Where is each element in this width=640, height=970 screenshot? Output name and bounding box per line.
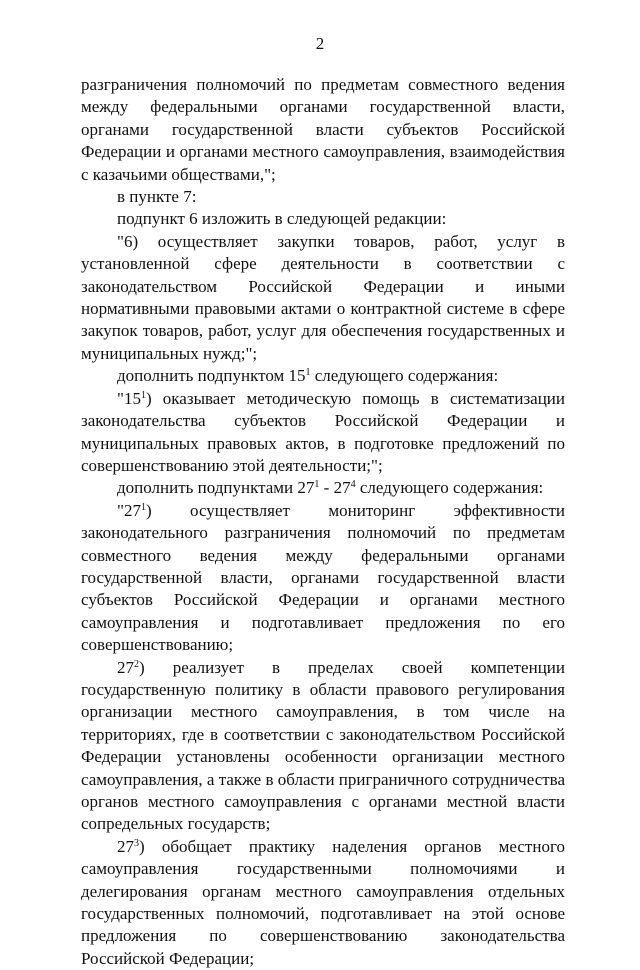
text-fragment: следующего содержания:	[355, 478, 544, 498]
text-fragment: 27	[117, 657, 134, 677]
superscript: 2	[134, 658, 139, 670]
paragraph-subitem-27-1-text	[81, 500, 565, 657]
superscript: 1	[314, 479, 320, 491]
superscript: 3	[134, 837, 139, 849]
superscript: 1	[305, 367, 311, 379]
paragraph-item-7-heading: в пункте 7:	[117, 187, 197, 207]
text-fragment: дополнить подпунктом 15	[117, 366, 306, 386]
text-fragment: ) обобщает практику наделения органов местного самоуправления государственными полномочиями и делегирования органам местного самоуправления отдельных государственных полномочий, подготавливает на этой основе предложения по совершенствованию законодательства Российской Федерации;	[81, 836, 565, 968]
text-fragment: "27	[117, 500, 141, 520]
text-fragment: дополнить подпунктами 27	[117, 478, 315, 498]
superscript: 1	[140, 501, 146, 513]
text-fragment: ) реализует в пределах своей компетенции государственную политику в области правового регулирования организации местного самоуправления, в том числе на территориях, где в соответствии с законодательством Российской Федерации установлены особенности организации местного самоуправления, а также в области приграничного сотрудничества органов местного самоуправления с органами местной власти сопредельных государств;	[81, 657, 566, 834]
page-number: 2	[315, 34, 325, 53]
paragraph-add-subitem-15-1	[81, 365, 565, 387]
text-fragment: 27	[117, 836, 134, 856]
superscript: 1	[140, 389, 146, 401]
paragraph-subitem-27-3-text	[81, 836, 565, 970]
text-fragment: "15	[117, 388, 141, 408]
text-fragment: ) оказывает методическую помощь в систематизации законодательства субъектов Российской Федерации и муниципальных правовых актов, в подготовке предложений по совершенствованию этой деятельности;";	[81, 388, 565, 475]
text-fragment: следующего содержания:	[310, 366, 499, 386]
superscript: 4	[350, 479, 356, 491]
text-fragment: ) осуществляет мониторинг эффективности законодательного разграничения полномочий по предметам совместного ведения между федеральными органами государственной власти, органами государственной власти субъектов Российской Федерации и органами местного самоуправления и подготавливает предложения по его совершенствованию;	[81, 500, 565, 655]
paragraph-add-subitems-27	[81, 477, 565, 499]
text-fragment: - 27	[319, 478, 351, 498]
paragraph-subitem-15-1-text	[81, 388, 565, 478]
paragraph-subitem-6-text: "6) осуществляет закупки товаров, работ, услуг в установленной сфере деятельности в соответствии с законодательством Российской Федерации и иными нормативными правовыми актами о контрактной системе в сфере закупок товаров, работ, услуг для обеспечения государственных и муниципальных нужд;";	[81, 231, 565, 363]
paragraph-continuation: разграничения полномочий по предметам совместного ведения между федеральными органами государственной власти, органами государственной власти субъектов Российской Федерации и органами местного самоуправления, взаимодействия с казачьими обществами,";	[81, 75, 565, 184]
paragraph-subitem-27-2-text	[81, 657, 565, 836]
paragraph-subitem-6-instruction: подпункт 6 изложить в следующей редакции:	[117, 209, 447, 229]
document-body	[81, 74, 565, 970]
